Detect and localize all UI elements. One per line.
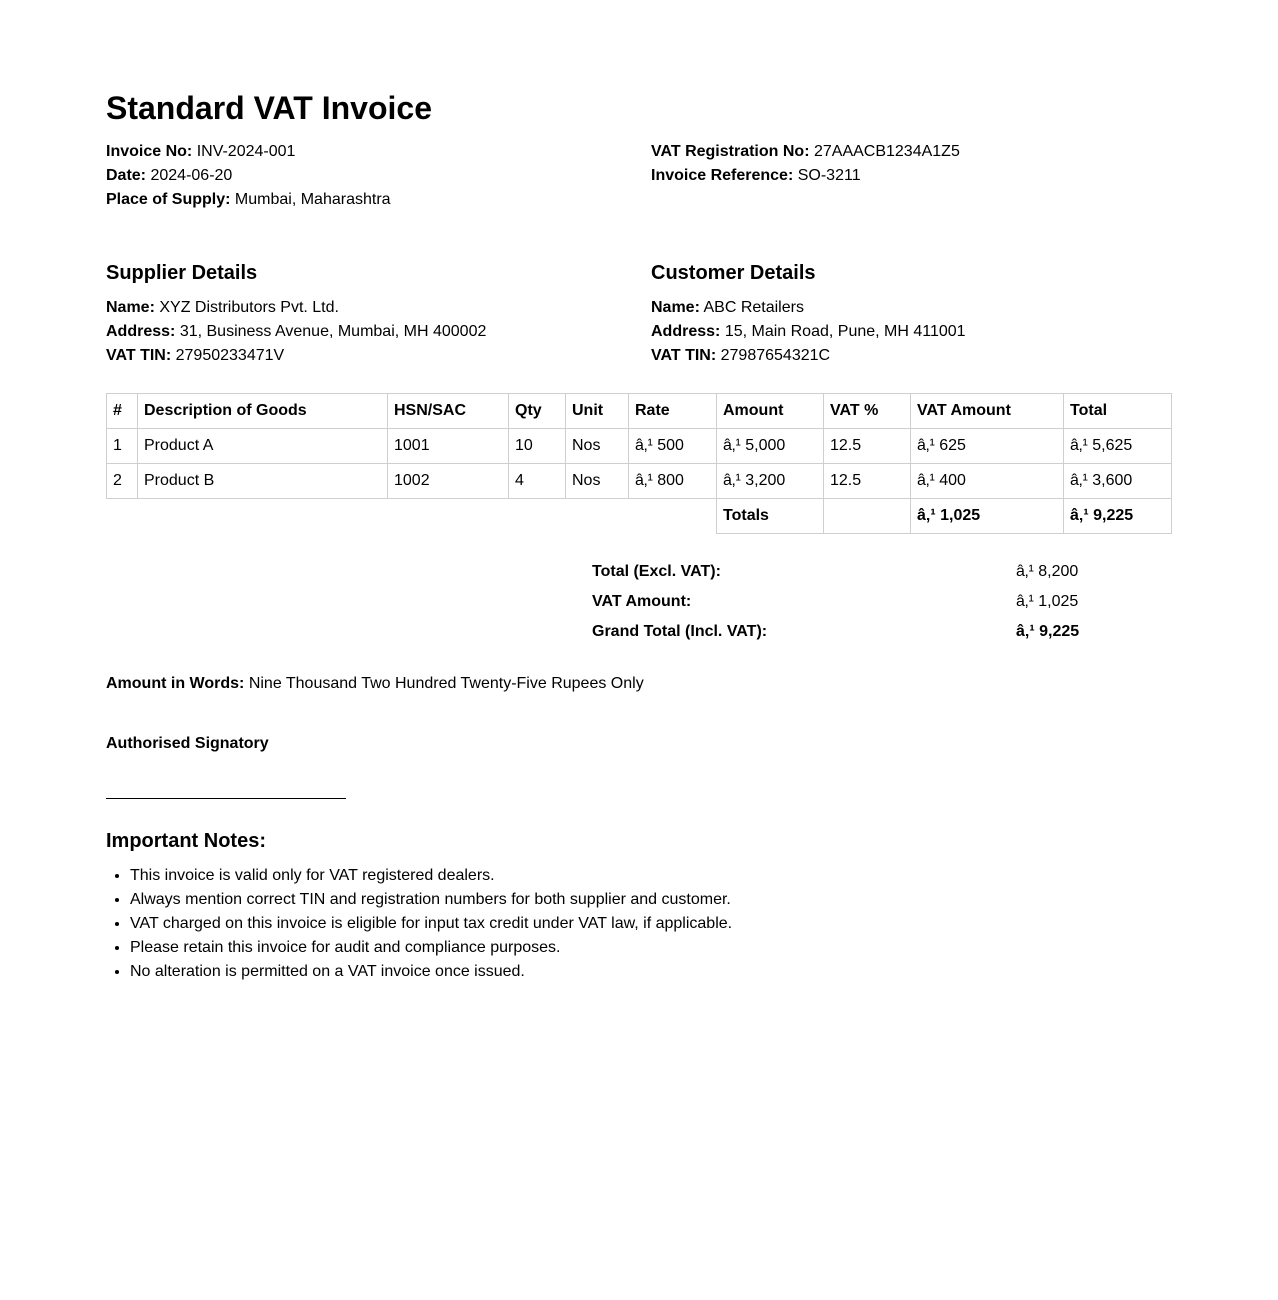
- summary-vat-value: â‚¹ 1,025: [1016, 593, 1079, 610]
- items-table: [106, 393, 1172, 534]
- invoice-reference-label: Invoice Reference:: [651, 167, 794, 184]
- table-cell: â‚¹ 5,625: [1064, 429, 1172, 464]
- summary-grand-total-row: [592, 620, 1078, 650]
- supplier-name-line: [106, 296, 486, 320]
- list-item: • Always mention correct TIN and registration numbers for both supplier and customer.: [130, 888, 732, 912]
- table-cell: â‚¹ 400: [911, 464, 1064, 499]
- vat-registration-label: VAT Registration No:: [651, 143, 810, 160]
- supplier-details: [106, 296, 486, 368]
- totals-label: Totals: [717, 499, 824, 534]
- summary-grand-total-value: â‚¹ 9,225: [1016, 623, 1080, 640]
- signature-line: [106, 798, 346, 799]
- list-item: • No alteration is permitted on a VAT invoice once issued.: [130, 960, 732, 984]
- list-item: • This invoice is valid only for VAT registered dealers.: [130, 864, 732, 888]
- list-item: • Please retain this invoice for audit and compliance purposes.: [130, 936, 732, 960]
- table-cell: Nos: [566, 464, 629, 499]
- table-row: [107, 464, 1172, 499]
- invoice-number-value: INV-2024-001: [196, 143, 296, 160]
- table-cell: Nos: [566, 429, 629, 464]
- table-cell: 2: [107, 464, 138, 499]
- invoice-meta-left: [106, 140, 391, 212]
- place-of-supply-value: Mumbai, Maharashtra: [234, 191, 391, 208]
- table-header-row: [107, 394, 1172, 429]
- summary-grand-total-label: Grand Total (Incl. VAT):: [592, 623, 768, 640]
- table-cell: 4: [509, 464, 566, 499]
- notes-heading: Important Notes:: [106, 830, 266, 852]
- place-of-supply-line: [106, 188, 391, 212]
- invoice-date-value: 2024-06-20: [150, 167, 233, 184]
- supplier-address-line: [106, 320, 486, 344]
- column-header: VAT %: [824, 394, 911, 429]
- table-cell: â‚¹ 3,200: [717, 464, 824, 499]
- notes-list: [106, 864, 732, 984]
- table-cell: Product A: [138, 429, 388, 464]
- invoice-reference-line: [651, 164, 960, 188]
- table-cell: â‚¹ 5,000: [717, 429, 824, 464]
- supplier-address-label: Address:: [106, 323, 176, 340]
- customer-address-label: Address:: [651, 323, 721, 340]
- column-header: Total: [1064, 394, 1172, 429]
- invoice-number-line: [106, 140, 391, 164]
- table-totals-row: [107, 499, 1172, 534]
- table-cell: 1: [107, 429, 138, 464]
- table-cell: â‚¹ 800: [629, 464, 717, 499]
- amount-in-words-label: Amount in Words:: [106, 675, 245, 692]
- table-cell: 1001: [388, 429, 509, 464]
- summary-excl-vat-label: Total (Excl. VAT):: [592, 563, 721, 580]
- table-row: [107, 429, 1172, 464]
- column-header: Qty: [509, 394, 566, 429]
- table-cell: 10: [509, 429, 566, 464]
- table-cell: â‚¹ 500: [629, 429, 717, 464]
- invoice-summary: [592, 560, 1078, 650]
- table-cell: 1002: [388, 464, 509, 499]
- amount-in-words: [106, 672, 644, 696]
- customer-tin-line: [651, 344, 966, 368]
- table-cell: 12.5: [824, 464, 911, 499]
- summary-excl-vat-row: [592, 560, 1078, 590]
- supplier-tin-value: 27950233471V: [175, 347, 285, 364]
- vat-registration-value: 27AAACB1234A1Z5: [813, 143, 960, 160]
- column-header: Description of Goods: [138, 394, 388, 429]
- column-header: VAT Amount: [911, 394, 1064, 429]
- totals-empty-cell: [824, 499, 911, 534]
- column-header: HSN/SAC: [388, 394, 509, 429]
- customer-address-line: [651, 320, 966, 344]
- summary-vat-row: [592, 590, 1078, 620]
- customer-tin-value: 27987654321C: [720, 347, 831, 364]
- customer-address-value: 15, Main Road, Pune, MH 411001: [724, 323, 966, 340]
- supplier-name-label: Name:: [106, 299, 155, 316]
- totals-vat-amount: â‚¹ 1,025: [911, 499, 1064, 534]
- place-of-supply-label: Place of Supply:: [106, 191, 231, 208]
- invoice-number-label: Invoice No:: [106, 143, 193, 160]
- invoice-reference-value: SO-3211: [797, 167, 861, 184]
- column-header: Unit: [566, 394, 629, 429]
- authorised-signatory-label: Authorised Signatory: [106, 735, 269, 752]
- column-header: Amount: [717, 394, 824, 429]
- customer-tin-label: VAT TIN:: [651, 347, 717, 364]
- totals-total: â‚¹ 9,225: [1064, 499, 1172, 534]
- customer-details: [651, 296, 966, 368]
- table-cell: 12.5: [824, 429, 911, 464]
- invoice-title: Standard VAT Invoice: [106, 90, 432, 126]
- amount-in-words-value: Nine Thousand Two Hundred Twenty-Five Rupees Only: [248, 675, 644, 692]
- table-cell: â‚¹ 3,600: [1064, 464, 1172, 499]
- customer-name-value: ABC Retailers: [703, 299, 804, 316]
- supplier-name-value: XYZ Distributors Pvt. Ltd.: [159, 299, 339, 316]
- table-cell: â‚¹ 625: [911, 429, 1064, 464]
- customer-name-label: Name:: [651, 299, 700, 316]
- vat-registration-line: [651, 140, 960, 164]
- invoice-meta-right: [651, 140, 960, 188]
- summary-vat-label: VAT Amount:: [592, 593, 692, 610]
- customer-heading: Customer Details: [651, 262, 816, 284]
- totals-spacer: [107, 499, 717, 534]
- supplier-address-value: 31, Business Avenue, Mumbai, MH 400002: [179, 323, 487, 340]
- customer-name-line: [651, 296, 966, 320]
- supplier-tin-line: [106, 344, 486, 368]
- supplier-heading: Supplier Details: [106, 262, 258, 284]
- table-cell: Product B: [138, 464, 388, 499]
- column-header: Rate: [629, 394, 717, 429]
- summary-excl-vat-value: â‚¹ 8,200: [1016, 563, 1079, 580]
- invoice-date-line: [106, 164, 391, 188]
- invoice-date-label: Date:: [106, 167, 147, 184]
- column-header: #: [107, 394, 138, 429]
- supplier-tin-label: VAT TIN:: [106, 347, 172, 364]
- list-item: • VAT charged on this invoice is eligible for input tax credit under VAT law, if applicable.: [130, 912, 732, 936]
